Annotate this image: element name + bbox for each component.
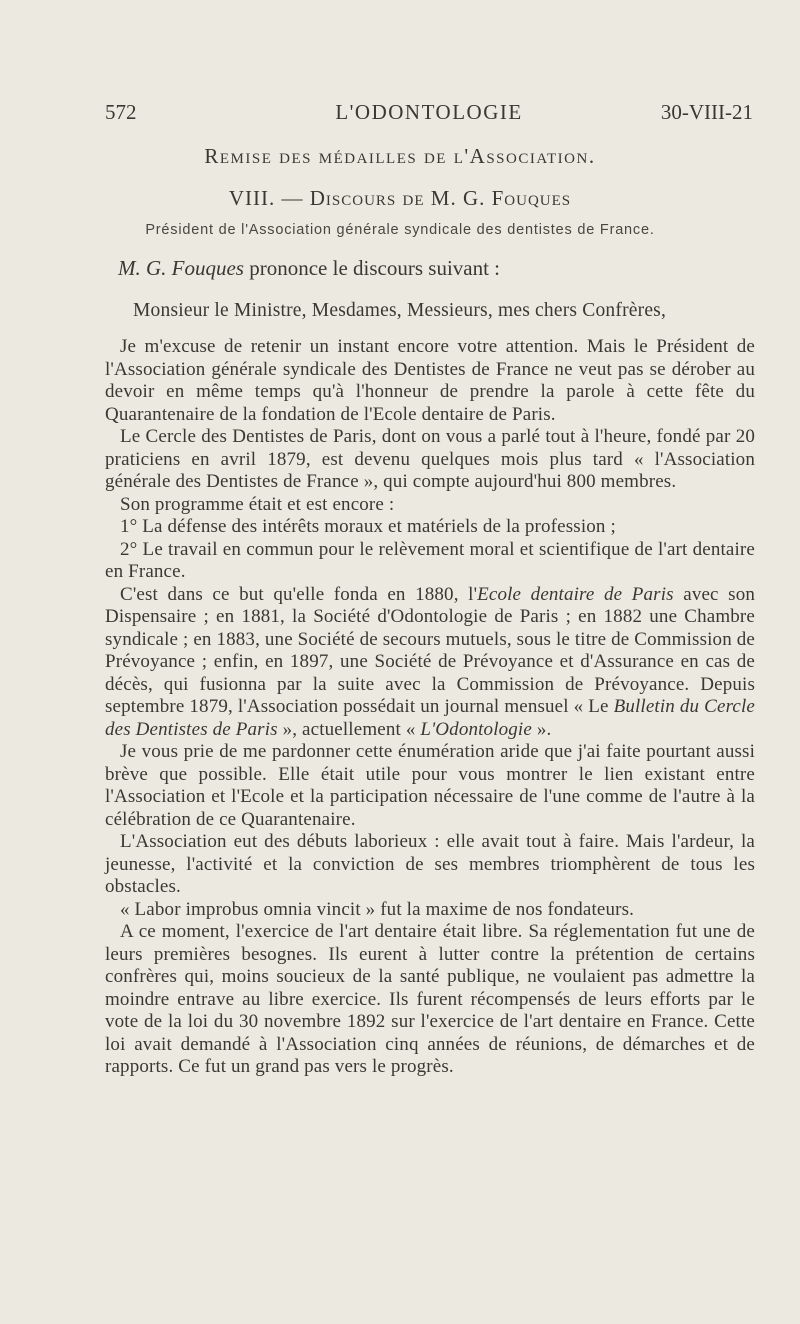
paragraph: Le Cercle des Dentistes de Paris, dont on vous a parlé tout à l'heure, fondé par 20 praticiens en avril 1879, est devenu quelques mois plus tard « l'Association générale des Dentistes de France », qui compte aujourd'hui 800 membres. — [105, 426, 755, 492]
intro-text: prononce le discours suivant : — [243, 256, 501, 280]
text-run: », actuellement « — [277, 718, 421, 740]
italic-title: Ecole dentaire de Paris — [477, 583, 674, 605]
text-run: avec son Dispensaire ; en 1881, la Société d'Odontologie de Paris ; en 1882 une Chambre syndicale ; en 1883, une Société de secours mutuels, sous le titre de Commission de Prévoyance ; enfin, en 1897, une Société de Prévoyance et d'Assurance en cas de décès, qui fusionna par la suite avec la Commission de Prévoyance. Depuis septembre 1879, l'Association possédait un journal mensuel « Le — [105, 583, 756, 717]
page-number: 572 — [105, 100, 137, 124]
paragraph: 2° Le travail en commun pour le relèvement moral et scientifique de l'art dentaire en France. — [105, 538, 755, 582]
text-run: ». — [531, 718, 552, 740]
journal-title: L'ODONTOLOGIE — [335, 100, 523, 124]
section-title: Remise des médailles de l'Association. — [204, 144, 596, 168]
paragraph: 1° La défense des intérêts moraux et matériels de la profession ; — [120, 516, 616, 537]
paragraph: L'Association eut des débuts laborieux : elle avait tout à faire. Mais l'ardeur, la jeunesse, l'activité et la conviction de ses membres triomphèrent de tous les obstacles. — [105, 831, 755, 897]
italic-title: L'Odontologie — [420, 718, 532, 740]
issue-date: 30-VIII-21 — [660, 100, 753, 124]
paragraph: Son programme était et est encore : — [120, 493, 395, 515]
text-run: C'est dans ce but qu'elle fonda en 1880, l' — [120, 583, 478, 605]
salutation: Monsieur le Ministre, Mesdames, Messieurs, mes chers Confrères, — [133, 300, 667, 321]
paragraph: Je vous prie de me pardonner cette énumération aride que j'ai faite pourtant aussi brève que possible. Elle était utile pour vous montrer le lien existant entre l'Association et l'Ecole et la participation nécessaire de l'une comme de l'autre à la célébration de ce Quarantenaire. — [105, 741, 755, 830]
running-head — [105, 100, 753, 130]
speech-title: VIII. — Discours de M. G. Fouques — [228, 186, 572, 210]
speech-intro — [118, 256, 500, 281]
speaker-name: M. G. Fouques — [118, 256, 244, 280]
speech-body — [105, 336, 755, 1079]
paragraph — [105, 584, 755, 742]
paragraph: « Labor improbus omnia vincit » fut la maxime de nos fondateurs. — [120, 898, 635, 920]
paragraph: A ce moment, l'exercice de l'art dentaire était libre. Sa réglementation fut une de leurs premières besognes. Ils eurent à lutter contre la prétention de certains confrères qui, moins soucieux de la santé publique, ne voulaient pas admettre la moindre entrave au libre exercice. Ils furent récompensés de leurs efforts par le vote de la loi du 30 novembre 1892 sur l'exercice de l'art dentaire en France. Cette loi avait demandé à l'Association cinq années de réunions, de démarches et de rapports. Ce fut un grand pas vers le progrès. — [105, 921, 755, 1077]
paragraph: Je m'excuse de retenir un instant encore votre attention. Mais le Président de l'Association générale syndicale des Dentistes de France ne veut pas se dérober au devoir en même temps qu'à l'honneur de prendre la parole à cette fête du Quarantenaire de la fondation de l'Ecole dentaire de Paris. — [105, 336, 755, 425]
italic-title: Bulletin du Cercle des Dentistes de Paris — [105, 696, 756, 740]
speaker-role: Président de l'Association générale syndicale des dentistes de France. — [145, 222, 655, 238]
